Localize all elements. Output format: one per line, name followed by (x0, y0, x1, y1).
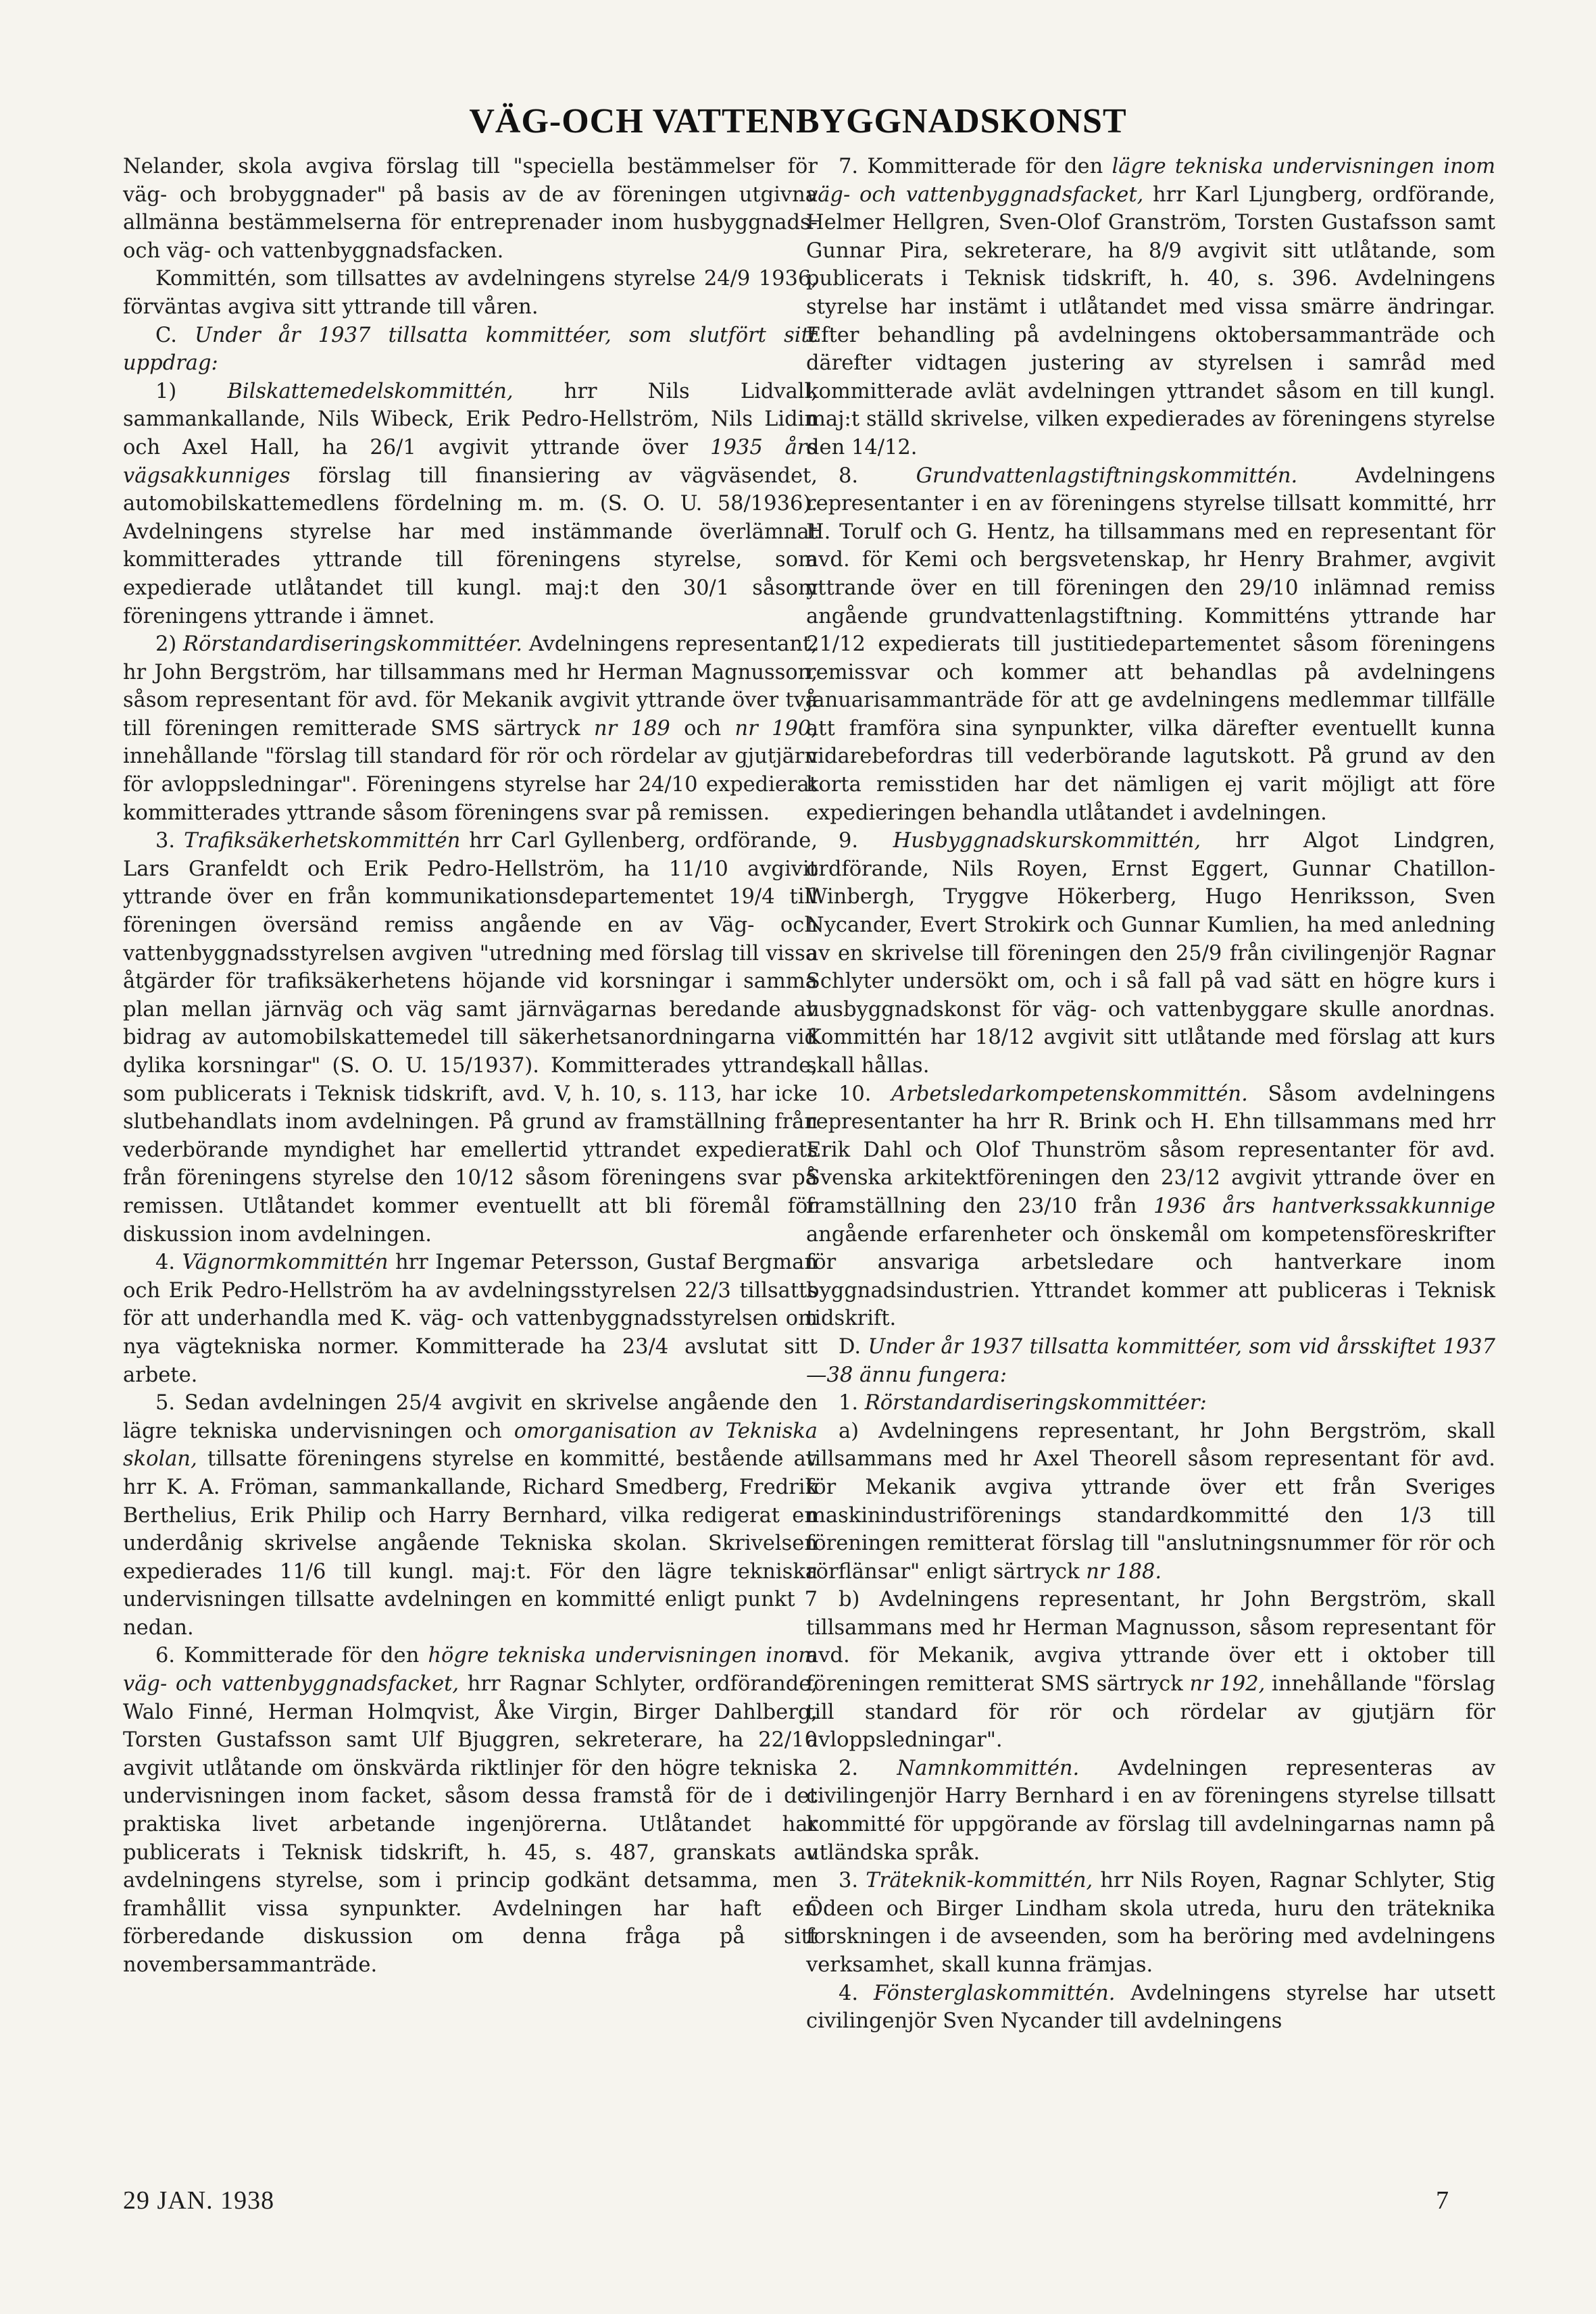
paragraph: 4. Fönsterglaskommittén. Avdelningens styrelse har utsett civilingenjör Sven Nycander till avdelningens (806, 1981, 1495, 2034)
paragraph: 3. Träteknik-kommittén, hrr Nils Royen, Ragnar Schlyter, Stig Ödeen och Birger Lindham skola utreda, huru den träteknika forskningen i de avseenden, som ha beröring med avdelningens verksamhet, skall kunna främjas. (806, 1869, 1495, 1977)
paragraph: 6. Kommitterade för den högre tekniska undervisningen inom väg- och vattenbyggnadsfacket, hrr Ragnar Schlyter, ordförande, Walo Finné, Herman Holmqvist, Åke Virgin, Birger Dahlberg, Torsten Gustafsson samt Ulf Bjuggren, sekreterare, ha 22/10 avgivit utlåtande om önskvärda riktlinjer för den högre tekniska undervisningen inom facket, såsom dessa framstå för de i det praktiska livet arbetande ingenjörerna. Utlåtandet har publicerats i Teknisk tidskrift, h. 45, s. 487, granskats av avdelningens styrelse, som i princip godkänt detsamma, men framhållit vissa synpunkter. Avdelningen har haft en förberedande diskussion om denna fråga på sitt novembersammanträde. (123, 1644, 818, 1977)
paragraph: a) Avdelningens representant, hr John Bergström, skall tillsammans med hr Axel Theorell såsom representant för avd. för Mekanik avgiva yttrande över ett från Sveriges maskinindustriförenings standardkommitté den 1/3 till föreningen remitterat förslag till "anslutningsnummer för rör och rörflänsar" enligt särtryck nr 188. (806, 1419, 1495, 1584)
paragraph: 2. Namnkommittén. Avdelningen representeras av civilingenjör Harry Bernhard i en av föreningens styrelse tillsatt kommitté för uppgörande av förslag till avdelningarnas namn på utländska språk. (806, 1756, 1496, 1865)
footer-date: 29 JAN. 1938 (123, 2186, 275, 2215)
paragraph: 1) Bilskattemedelskommittén, hrr Nils Lidvall, sammankallande, Nils Wibeck, Erik Pedro-Hellström, Nils Lidin och Axel Hall, ha 26/1 avgivit yttrande över 1935 års vägsakkunniges förslag till finansiering av vägväsendet, automobilskattemedlens fördelning m. m. (S. O. U. 58/1936). Avdelningens styrelse har med instämmande överlämnat kommitterades yttrande till föreningens styrelse, som expedierade utlåtandet till kungl. maj:t den 30/1 såsom föreningens yttrande i ämnet. (123, 379, 818, 628)
paragraph: 9. Husbyggnadskurskommittén, hrr Algot Lindgren, ordförande, Nils Royen, Ernst Eggert, Gunnar Chatillon-Winbergh, Tryggve Hökerberg, Hugo Henriksson, Sven Nycander, Evert Strokirk och Gunnar Kumlien, ha med anledning av en skrivelse till föreningen den 25/9 från civilingenjör Ragnar Schlyter undersökt om, och i så fall på vad sätt en högre kurs i husbyggnadskonst för väg- och vattenbyggare skulle anordnas. Kommittén har 18/12 avgivit sitt utlåtande med förslag att kurs skall hållas. (806, 829, 1495, 1078)
paragraph: 5. Sedan avdelningen 25/4 avgivit en skrivelse angående den lägre tekniska undervisningen och omorganisation av Tekniska skolan, tillsatte föreningens styrelse en kommitté, bestående av hrr K. A. Fröman, sammankallande, Richard Smedberg, Fredrik Berthelius, Erik Philip och Harry Bernhard, vilka redigerat en underdånig skrivelse angående Tekniska skolan. Skrivelsen expedierades 11/6 till kungl. maj:t. För den lägre tekniska undervisningen tillsatte avdelningen en kommitté enligt punkt 7 nedan. (123, 1391, 818, 1640)
paragraph: b) Avdelningens representant, hr John Bergström, skall tillsammans med hr Herman Magnusson, såsom representant för avd. för Mekanik, avgiva yttrande över ett i oktober till föreningen remitterat SMS särtryck nr 192, innehållande "förslag till standard för rör och rördelar av gjutjärn för avloppsledningar". (806, 1588, 1495, 1753)
page-header-title: VÄG-OCH VATTENBYGGNADSKONST (469, 102, 1127, 141)
page-number: 7 (1436, 2186, 1449, 2215)
paragraph: Nelander, skola avgiva förslag till "speciella bestämmelser för väg- och brobyggnader" på basis av de av föreningen utgivna allmänna bestämmelserna för entreprenader inom husbyggnads- och väg- och vattenbyggnadsfacken. (123, 155, 818, 263)
paragraph: C. Under år 1937 tillsatta kommittéer, som slutfört sitt uppdrag: (123, 323, 818, 376)
paragraph: 7. Kommitterade för den lägre tekniska undervisningen inom väg- och vattenbyggnadsfacket, hrr Karl Ljungberg, ordförande, Helmer Hellgren, Sven-Olof Granström, Torsten Gustafsson samt Gunnar Pira, sekreterare, ha 8/9 avgivit sitt utlåtande, som publicerats i Teknisk tidskrift, h. 40, s. 396. Avdelningens styrelse har instämt i utlåtandet med vissa smärre ändringar. Efter behandling på avdelningens oktobersammanträde och därefter vidtagen justering av styrelsen i samråd med kommitterade avlät avdelningen yttrandet såsom en till kungl. maj:t ställd skrivelse, vilken expedierades av föreningens styrelse den 14/12. (806, 155, 1496, 459)
paragraph: D. Under år 1937 tillsatta kommittéer, som vid årsskiftet 1937—38 ännu fungera: (806, 1334, 1495, 1387)
paragraph: 4. Vägnormkommittén hrr Ingemar Petersson, Gustaf Bergman och Erik Pedro-Hellström ha av avdelningsstyrelsen 22/3 tillsatts för att underhandla med K. väg- och vattenbyggnadsstyrelsen om nya vägtekniska normer. Kommitterade ha 23/4 avslutat sitt arbete. (123, 1251, 818, 1387)
paragraph: 2) Rörstandardiseringskommittéer. Avdelningens representant, hr John Bergström, har tillsammans med hr Herman Magnusson, såsom representant för avd. för Mekanik avgivit yttrande över två till föreningen remitterade SMS särtryck nr 189 och nr 190, innehållande "förslag till standard för rör och rördelar av gjutjärn för avloppsledningar". Föreningens styrelse har 24/10 expedierat kommitterades yttrande såsom föreningens svar på remissen. (123, 632, 818, 825)
paragraph: 1. Rörstandardiseringskommittéer: (839, 1391, 1207, 1415)
paragraph: 3. Trafiksäkerhetskommittén hrr Carl Gyllenberg, ordförande, Lars Granfeldt och Erik Pedro-Hellström, ha 11/10 avgivit yttrande över en från kommunikationsdepartementet 19/4 till föreningen översänd remiss angående en av Väg- och vattenbyggnadsstyrelsen avgiven "utredning med förslag till vissa åtgärder för trafiksäkerhetens höjande vid korsningar i samma plan mellan järnväg och väg samt järnvägarnas beredande av bidrag av automobilskattemedel till säkerhetsanordningarna vid dylika korsningar" (S. O. U. 15/1937). Kommitterades yttrande, som publicerats i Teknisk tidskrift, avd. V, h. 10, s. 113, har icke slutbehandlats inom avdelningen. På grund av framställning från vederbörande myndighet har emellertid yttrandet expedierats från föreningens styrelse den 10/12 såsom föreningens svar på remissen. Utlåtandet kommer eventuellt att bli föremål för diskussion inom avdelningen. (123, 829, 818, 1247)
left-text-column (123, 153, 818, 1980)
paragraph: Kommittén, som tillsattes av avdelningens styrelse 24/9 1936, förväntas avgiva sitt yttrande till våren. (123, 267, 818, 319)
paragraph: 8. Grundvattenlagstiftningskommittén. Avdelningens representanter i en av föreningens styrelse tillsatt kommitté, hrr H. Torulf och G. Hentz, ha tillsammans med en representant för avd. för Kemi och bergsvetenskap, hr Henry Brahmer, avgivit yttrande över en till föreningen den 29/10 inlämnad remiss angående grundvattenlagstiftning. Kommitténs yttrande har 21/12 expedierats till justitiedepartementet såsom föreningens remissvar och kommer att behandlas på avdelningens januarisammanträde för att ge avdelningens medlemmar tillfälle att framföra sina synpunkter, vilka därefter eventuellt kunna vidarebefordras till vederbörande lagutskott. På grund av den korta remisstiden har det nämligen ej varit möjligt att före expedieringen behandla utlåtandet i avdelningen. (806, 463, 1495, 825)
paragraph: 10. Arbetsledarkompetenskommittén. Såsom avdelningens representanter ha hrr R. Brink och H. Ehn tillsammans med hrr Erik Dahl och Olof Thunström såsom representanter för avd. Svenska arkitektföreningen den 23/12 avgivit yttrande över en framställning den 23/10 från 1936 års hantverkssakkunnige angående erfarenheter och önskemål om kompetensföreskrifter för ansvariga arbetsledare och hantverkare inom byggnadsindustrien. Yttrandet kommer att publiceras i Teknisk tidskrift. (806, 1082, 1496, 1331)
right-text-column (806, 153, 1495, 2036)
